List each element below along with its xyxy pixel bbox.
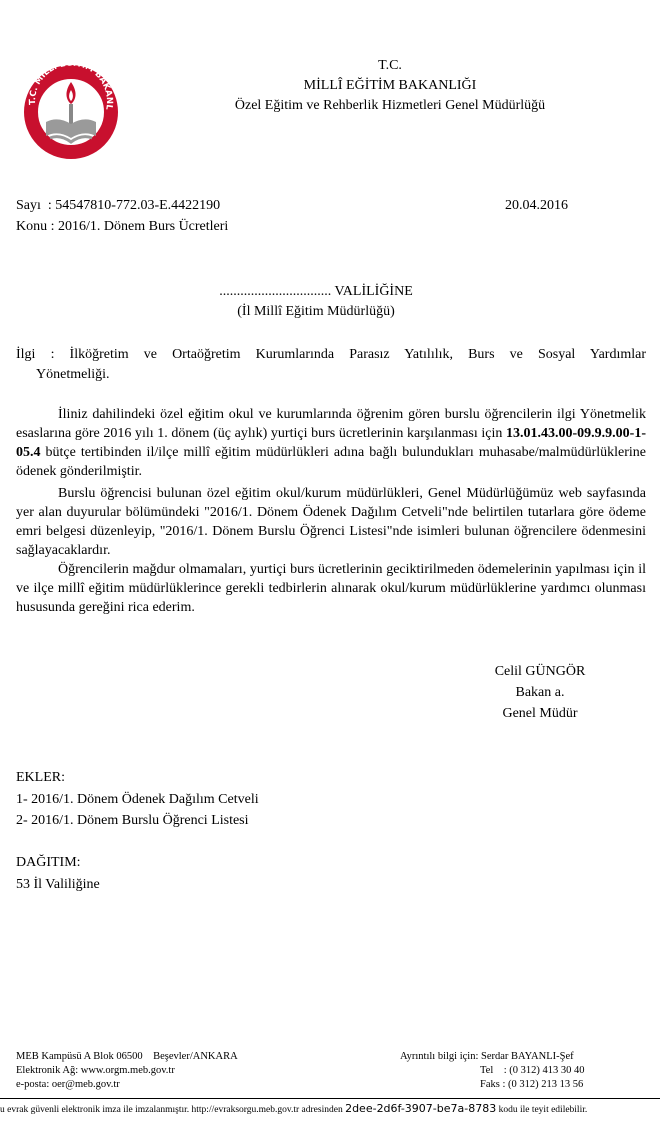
attachments-title: EKLER: [16, 770, 65, 785]
recipient-governorship: ................................ VALİLİĞİNE [219, 284, 413, 299]
body-paragraph-1 [16, 405, 646, 481]
ministry-logo [22, 52, 118, 164]
header-ministry: MİLLÎ EĞİTİM BAKANLIĞI [303, 78, 477, 93]
document-date: 20.04.2016 [505, 198, 568, 213]
verification-text-a: u evrak güvenli elektronik imza ile imzalanmıştır. http://evraksorgu.meb.gov.tr adresinden [0, 1105, 346, 1115]
footer-fax: Faks : (0 312) 213 13 56 [480, 1079, 584, 1090]
logo-ring-text: T.C. MİLLÎ EĞİTİM BAKANL [27, 58, 115, 111]
sayi-label: Sayı [16, 198, 41, 213]
recipient-directorate: (İl Millî Eğitim Müdürlüğü) [237, 304, 395, 319]
signature-title-1: Bakan a. [515, 685, 565, 700]
signature-title-2: Genel Müdür [502, 706, 578, 721]
distribution-title: DAĞITIM: [16, 855, 81, 870]
footer-email: e-posta: oer@meb.gov.tr [16, 1079, 120, 1090]
footer-phone: Tel : (0 312) 413 30 40 [480, 1065, 585, 1076]
footer-contact-right [400, 1050, 585, 1092]
footer-contact-left [16, 1050, 238, 1092]
ilgi-label: İlgi [16, 347, 36, 362]
konu-label: Konu [16, 219, 48, 234]
body-paragraph-3: Öğrencilerin mağdur olmamaları, yurtiçi burs ücretlerinin geciktirilmeden ödemelerinin yapılması için il ve ilçe millî eğitim müdürlüklerince gerekli tedbirlerin alınarak okul/kurum müdürlüklerine yardımcı olunması hususunda gereğini rica ederim. [16, 562, 646, 615]
ilgi-text: : İlköğretim ve Ortaöğretim Kurumlarında Parasız Yatılılık, Burs ve Sosyal Yardımlar [50, 347, 647, 362]
header-tc: T.C. [378, 58, 402, 73]
ilgi-row [16, 345, 646, 364]
footer-info-person: Ayrıntılı bilgi için: Serdar BAYANLI-Şef [400, 1051, 574, 1062]
attachment-item: 1- 2016/1. Dönem Ödenek Dağılım Cetveli [16, 792, 259, 807]
sayi-value: : 54547810-772.03-E.4422190 [47, 198, 221, 213]
budget-code: 13.01.43.00-09.9.9.00-1-05.4 [16, 426, 646, 460]
konu-value: : 2016/1. Dönem Burs Ücretleri [50, 219, 229, 234]
distribution-item: 53 İl Valiliğine [16, 877, 100, 892]
verification-code: 2dee-2d6f-3907-be7a-8783 [345, 1102, 497, 1115]
footer-divider [0, 1098, 660, 1099]
verification-text-b: kodu ile teyit edilebilir. [496, 1105, 588, 1115]
p1-text-a: İliniz dahilindeki özel eğitim okul ve kurumlarında öğrenim gören burslu öğrencilerin ilgi Yönetmelik esaslarına göre 2016 yılı 1. dönem (üç aylık) yurtiçi burs ücretlerinin karşılanması için [16, 407, 646, 441]
p1-text-b: bütçe tertibinden il/ilçe millî eğitim müdürlükleri adına bağlı bulundukları muhasabe/malmüdürlüklerine ödenek gönderilmiştir. [16, 445, 646, 479]
footer-address: MEB Kampüsü A Blok 06500 Beşevler/ANKARA [16, 1051, 238, 1062]
svg-text:T.C. MİLLÎ EĞİTİM BAKANLIĞI [22, 52, 114, 111]
sayi-row [16, 196, 220, 215]
header-directorate: Özel Eğitim ve Rehberlik Hizmetleri Genel Müdürlüğü [234, 98, 546, 113]
konu-row [16, 217, 228, 236]
body-paragraph-2: Burslu öğrencisi bulunan özel eğitim okul/kurum müdürlükleri, Genel Müdürlüğümüz web sayfasında yer alan duyurular bölümündeki "2016/1. Dönem Ödenek Dağılım Cetveli"nde belirtilen tutarlara göre ödeme emri belgesi düzenleyip, "2016/1. Dönem Burslu Öğrenci Listesi"nde isimleri bulunan öğrencilere ödenmesini sağlayacaklardır. [16, 486, 646, 558]
verification-line [0, 1102, 660, 1117]
ministry-emblem-icon [22, 52, 118, 164]
attachment-item: 2- 2016/1. Dönem Burslu Öğrenci Listesi [16, 813, 249, 828]
signature-name: Celil GÜNGÖR [494, 664, 586, 679]
footer-website: Elektronik Ağ: www.orgm.meb.gov.tr [16, 1065, 175, 1076]
ilgi-text-cont: Yönetmeliği. [36, 367, 110, 382]
